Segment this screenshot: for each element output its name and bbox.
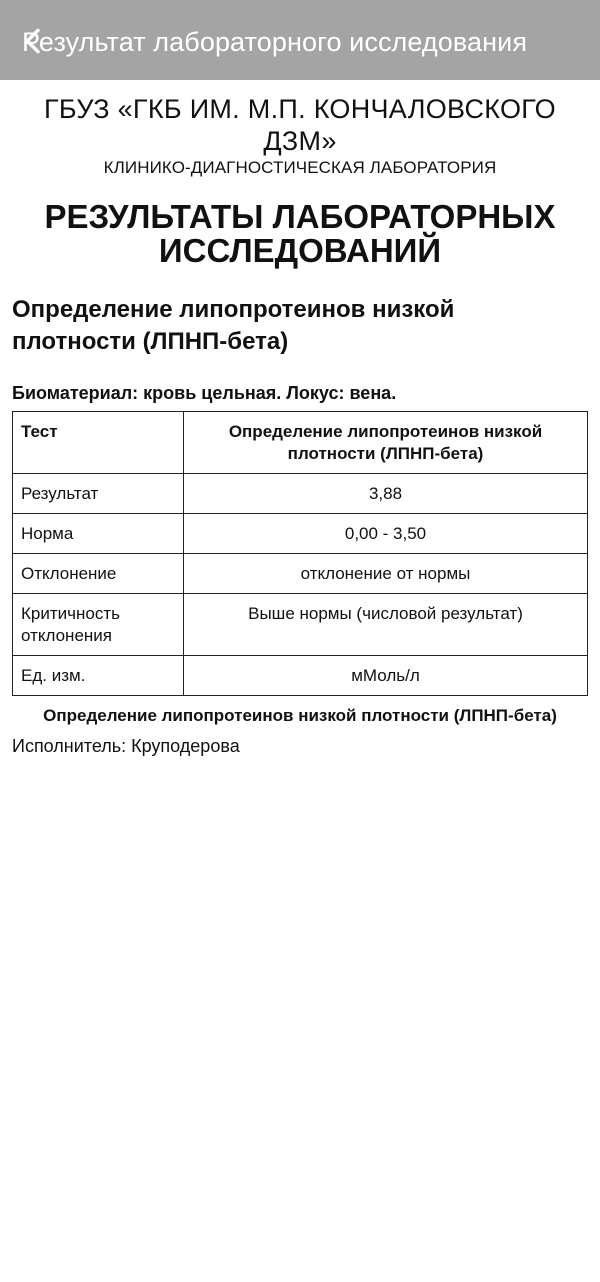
table-cell-value: Определение липопротеинов низкой плотности (ЛПНП-бета)	[184, 412, 588, 474]
table-row-unit	[13, 656, 588, 696]
footer-test-name: Определение липопротеинов низкой плотности (ЛПНП-бета)	[43, 706, 557, 725]
document-title: РЕЗУЛЬТАТЫ ЛАБОРАТОРНЫХ ИССЛЕДОВАНИЙ	[44, 198, 556, 269]
table-cell-value: 0,00 - 3,50	[184, 514, 588, 554]
table-cell-label: Критичность отклонения	[13, 594, 184, 656]
biomaterial-info: Биоматериал: кровь цельная. Локус: вена.	[12, 383, 397, 403]
results-table	[12, 411, 588, 696]
test-title: Определение липопротеинов низкой плотности (ЛПНП-бета)	[12, 296, 455, 355]
table-row-deviation	[13, 554, 588, 594]
table-cell-label: Отклонение	[13, 554, 184, 594]
table-row-criticality	[13, 594, 588, 656]
table-cell-value: 3,88	[184, 474, 588, 514]
table-cell-label: Результат	[13, 474, 184, 514]
app-bar	[0, 0, 600, 80]
table-cell-label: Тест	[13, 412, 184, 474]
table-cell-value: мМоль/л	[184, 656, 588, 696]
table-cell-value: Выше нормы (числовой результат)	[184, 594, 588, 656]
executor-name: Исполнитель: Круподерова	[12, 736, 240, 756]
table-row-result	[13, 474, 588, 514]
organization-name: ГБУЗ «ГКБ ИМ. М.П. КОНЧАЛОВСКОГО ДЗМ»	[44, 94, 556, 156]
table-row-norm	[13, 514, 588, 554]
table-row-test	[13, 412, 588, 474]
table-cell-value: отклонение от нормы	[184, 554, 588, 594]
table-cell-label: Норма	[13, 514, 184, 554]
report-content	[0, 93, 600, 757]
app-bar-title: Результат лабораторного исследования	[22, 27, 528, 57]
laboratory-name: КЛИНИКО-ДИАГНОСТИЧЕСКАЯ ЛАБОРАТОРИЯ	[103, 158, 497, 177]
table-cell-label: Ед. изм.	[13, 656, 184, 696]
